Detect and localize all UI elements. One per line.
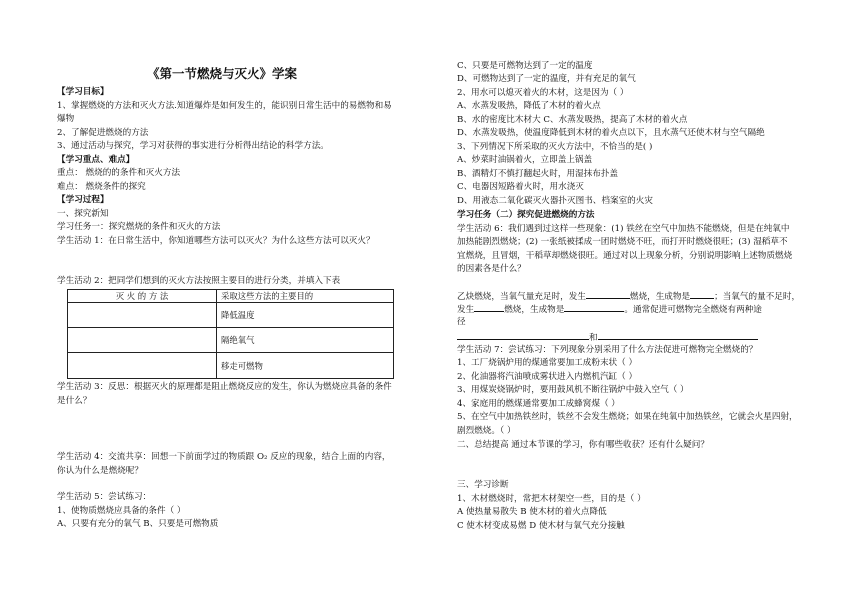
question-1: 1、使物质燃烧应具备的条件（ ） [57, 506, 186, 516]
question-2-option-a: A、水蒸发吸热，降低了木材的着火点 [457, 101, 601, 111]
goal-1b: 爆物 [57, 114, 75, 124]
fill-text: 燃烧，生成物是 [504, 305, 565, 315]
fill-blank[interactable] [474, 303, 504, 312]
practice-4: 4、家庭用的燃煤通常要加工成蜂窝煤（ ） [457, 399, 620, 409]
process-header: 【学习过程】 [57, 195, 109, 205]
fill-text: 和 [589, 333, 598, 343]
key-header: 【学习重点、难点】 [57, 155, 135, 165]
fill-text: 发生 [457, 305, 475, 315]
activity-4a: 学生活动 4：交流共享：回想一下前面学过的物质跟 O₂ 反应的现象，结合上面的内容， [57, 452, 391, 462]
fill-blank[interactable] [586, 290, 630, 299]
question-1-option-c: C、只要是可燃物达到了一定的温度 [457, 61, 593, 71]
goal-1a: 1、掌握燃烧的方法和灭火方法.知道爆炸是如何发生的，能识别日常生活中的易燃物和易 [57, 101, 392, 111]
task-1: 学习任务一：探究燃烧的条件和灭火的方法 [57, 222, 221, 232]
diagnosis-1-options-cd: C 使木材变成易燃 D 使木材与氧气充分接触 [457, 521, 625, 531]
key-point: 重点： 燃烧的的条件和灭火方法 [57, 168, 181, 178]
fill-line-3: 径 [457, 317, 466, 327]
practice-5b: 剧烈燃烧。（ ） [457, 426, 516, 436]
goal-3: 3、通过活动与探究，学习对获得的事实进行分析得出结论的科学方法。 [57, 141, 329, 151]
fill-text: ；当氧气的量不足时， [714, 292, 801, 302]
fill-line-2 [457, 303, 762, 316]
section-1: 一、探究新知 [57, 209, 109, 219]
question-3-option-b: B、酒精灯不慎打翻起火时，用湿抹布扑盖 [457, 169, 619, 179]
table-cell-method[interactable] [68, 303, 217, 328]
table-cell-method[interactable] [68, 328, 217, 353]
activity-3b: 是什么？ [57, 396, 92, 406]
activity-5: 学生活动 5：尝试练习： [57, 492, 152, 502]
extinguish-methods-table [67, 289, 394, 379]
practice-1: 1、工厂烧锅炉用的煤通常要加工成粉末状（ ） [457, 358, 638, 368]
practice-5a: 5、在空气中加热铁丝时，铁丝不会发生燃烧；如果在纯氧中加热铁丝，它就会火星四射， [457, 412, 798, 422]
question-2: 2、用水可以熄灭着火的木材，这是因为（ ） [457, 88, 629, 98]
practice-2: 2、化油器将汽油喷成雾状进入内燃机汽缸（ ） [457, 372, 638, 382]
activity-6c: 宜燃烧，且冒烟，干稻草却燃烧很旺。通过对以上现象分析，分别说明影响上述物质燃烧 [457, 251, 793, 261]
table-header-purpose: 采取这些方法的主要目的 [217, 290, 394, 303]
document-title: 《第一节燃烧与灭火》学案 [147, 66, 298, 81]
task-2: 学习任务（二）探究促进燃烧的方法 [457, 210, 595, 220]
table-cell-purpose: 移走可燃物 [217, 353, 394, 379]
question-3: 3、下列情况下所采取的灭火方法中，不恰当的是( ) [457, 142, 653, 152]
fill-blank[interactable] [690, 290, 714, 299]
table-cell-purpose: 隔绝氧气 [217, 328, 394, 353]
question-1-options-ab: A、只要有充分的氧气 B、只要是可燃物质 [57, 519, 219, 529]
fill-text: 乙炔燃烧，当氧气量充足时，发生 [457, 292, 586, 302]
activity-6d: 的因素各是什么？ [457, 264, 526, 274]
question-2-option-d: D、水蒸发吸热，使温度降低到木材的着火点以下，且水蒸气还使木材与空气隔绝 [457, 128, 765, 138]
question-2-options-bc: B、水的密度比木材大 C、水蒸发吸热，提高了木材的着火点 [457, 115, 688, 125]
diagnosis-1: 1、木材燃烧时，常把木材架空一些，目的是（ ） [457, 494, 646, 504]
activity-4b: 你认为什么是燃烧呢？ [57, 466, 143, 476]
fill-blank[interactable] [598, 331, 758, 340]
activity-7: 学生活动 7：尝试练习：下列现象分别采用了什么方法促进可燃物完全燃烧的？ [457, 345, 758, 355]
table-header-method: 灭 火 的 方 法 [68, 290, 217, 303]
question-1-option-d: D、可燃物达到了一定的温度，并有充足的氧气 [457, 74, 636, 84]
activity-6a: 学生活动 6：我们遇到过这样一些现象：(1) 铁丝在空气中加热不能燃烧，但是在纯氧中 [457, 224, 790, 234]
section-2: 二、总结提高 通过本节课的学习，你有哪些收获？还有什么疑问？ [457, 440, 709, 450]
fill-text: 燃烧，生成物是 [629, 292, 691, 302]
fill-line-1 [457, 290, 800, 303]
goals-header: 【学习目标】 [57, 87, 109, 97]
fill-blank[interactable] [457, 331, 589, 340]
table-cell-method[interactable] [68, 353, 217, 379]
fill-line-4 [457, 331, 758, 344]
difficulty: 难点： 燃烧条件的探究 [57, 182, 146, 192]
activity-1: 学生活动 1：在日常生活中，你知道哪些方法可以灭火？为什么这些方法可以灭火？ [57, 236, 375, 246]
table-cell-purpose: 降低温度 [217, 303, 394, 328]
section-3: 三、学习诊断 [457, 480, 509, 490]
activity-3a: 学生活动 3：反思：根据灭火的原理都是阻止燃烧反应的发生，你认为燃烧应具备的条件 [57, 382, 392, 392]
practice-3: 3、用煤炭烧锅炉时，要用鼓风机不断往锅炉中鼓入空气（ ） [457, 385, 689, 395]
activity-2: 学生活动 2：把同学们想到的灭火方法按照主要目的进行分类，并填入下表 [57, 276, 341, 286]
question-3-option-c: C、电器因短路着火时，用水浇灭 [457, 182, 584, 192]
question-3-option-d: D、用液态二氧化碳灭火器扑灭图书、档案室的火灾 [457, 196, 653, 206]
fill-blank[interactable] [564, 303, 624, 312]
goal-2: 2、了解促进燃烧的方法 [57, 128, 149, 138]
fill-text: 。通常促进可燃物完全燃烧有两种途 [624, 305, 762, 315]
diagnosis-1-options-ab: A 使热量易散失 B 使木材的着火点降低 [457, 507, 607, 517]
activity-6b: 加热能剧烈燃烧；(2) 一张纸被揉成一团时燃烧不旺，而打开时燃烧很旺；(3) 湿稻草不 [457, 237, 788, 247]
question-3-option-a: A、炒菜时油锅着火，立即盖上锅盖 [457, 155, 593, 165]
